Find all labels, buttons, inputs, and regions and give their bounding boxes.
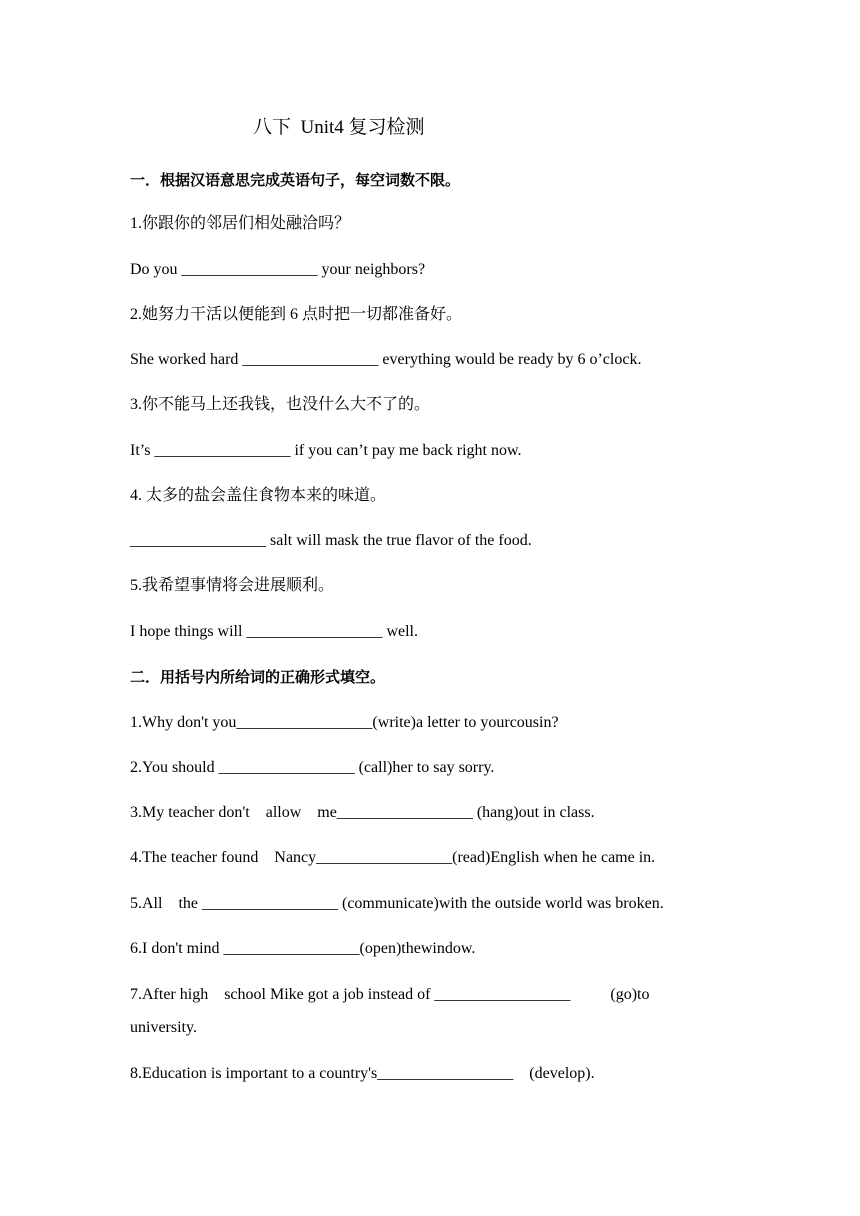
- s2-q7-continued: university.: [130, 1019, 197, 1036]
- s1-q3-chinese: 3.你不能马上还我钱，也没什么大不了的。: [130, 396, 431, 413]
- section1-heading: 一．根据汉语意思完成英语句子，每空词数不限。: [130, 171, 461, 189]
- s1-q5-chinese: 5.我希望事情将会进展顺利。: [130, 577, 335, 594]
- s1-q2-chinese: 2.她努力干活以便能到 6 点时把一切都准备好。: [130, 306, 463, 323]
- s2-q8: 8.Education is important to a country's_________________ (develop).: [130, 1065, 595, 1082]
- s1-q1-english: Do you _________________ your neighbors?: [130, 261, 426, 278]
- s2-q1: 1.Why don't you_________________(write)a letter to yourcousin?: [130, 714, 559, 731]
- s1-q4-english: _________________ salt will mask the true flavor of the food.: [130, 532, 532, 549]
- s1-q3-english: It’s _________________ if you can’t pay me back right now.: [130, 442, 522, 459]
- s2-q4: 4.The teacher found Nancy_________________(read)English when he came in.: [130, 849, 656, 866]
- s1-q2-english: She worked hard _________________ everything would be ready by 6 o’clock.: [130, 351, 642, 368]
- s1-q5-english: I hope things will _________________ well.: [130, 623, 418, 640]
- s2-q7: 7.After high school Mike got a job instead of _________________ (go)to: [130, 986, 650, 1003]
- s2-q5: 5.All the _________________ (communicate)with the outside world was broken.: [130, 895, 664, 912]
- page-title: 八下 Unit4 复习检测: [253, 117, 425, 138]
- s1-q1-chinese: 1.你跟你的邻居们相处融洽吗？: [130, 215, 351, 232]
- s2-q6: 6.I don't mind _________________(open)thewindow.: [130, 940, 476, 957]
- section2-heading: 二．用括号内所给词的正确形式填空。: [130, 668, 386, 686]
- s2-q3: 3.My teacher don't allow me_________________ (hang)out in class.: [130, 804, 595, 821]
- s2-q2: 2.You should _________________ (call)her to say sorry.: [130, 759, 495, 776]
- s1-q4-chinese: 4. 太多的盐会盖住食物本来的味道。: [130, 487, 387, 504]
